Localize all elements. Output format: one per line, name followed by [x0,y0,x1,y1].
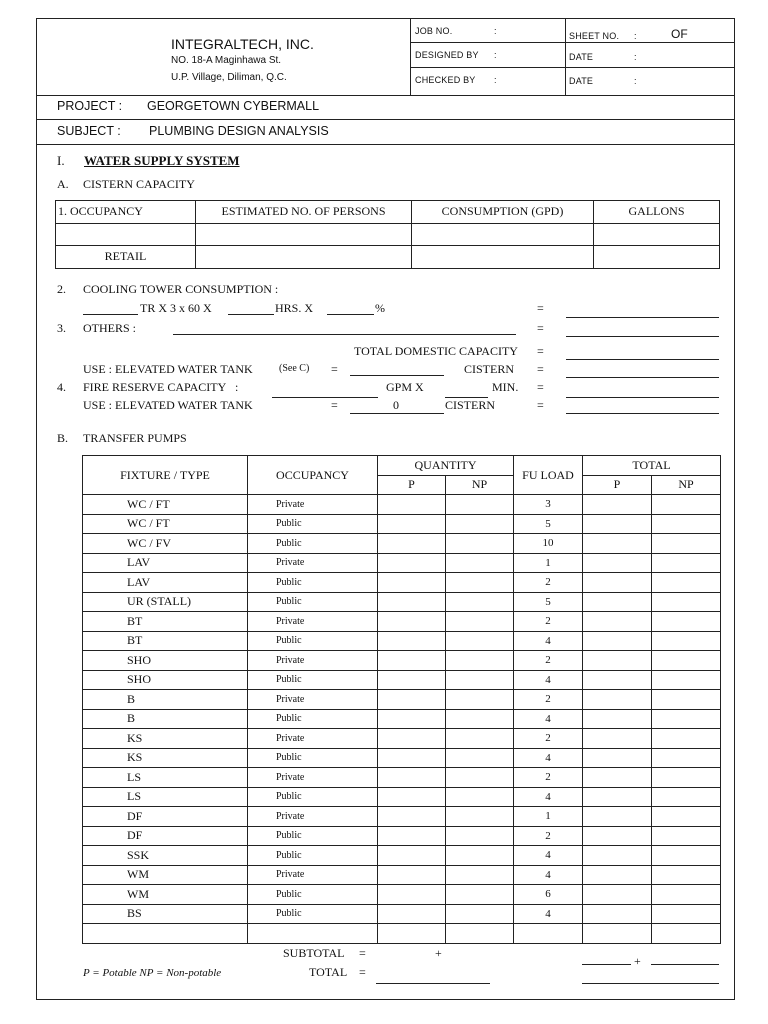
fu-load-cell: 2 [514,768,583,788]
fixture-type-header: FIXTURE / TYPE [83,456,248,495]
fu-load-cell: 2 [514,690,583,710]
total-np-cell [652,826,721,846]
table-row [83,865,721,885]
total-p-cell [583,553,652,573]
table-row [83,631,721,651]
use-elevated-tank-c: USE : ELEVATED WATER TANK [83,362,253,376]
gallons-header: GALLONS [594,201,720,224]
fixture-cell: BT [83,631,248,651]
table-row [83,651,721,671]
fu-load-cell: 4 [514,846,583,866]
item-2-number: 2. [57,282,66,296]
table-row [83,807,721,827]
quantity-p-cell [378,787,446,807]
sheet-no-colon: : [634,31,637,41]
table-row [83,612,721,632]
table-row [83,690,721,710]
total-p-cell [583,748,652,768]
percent-blank [327,314,374,315]
fixture-cell: B [83,709,248,729]
total-np-cell [652,573,721,593]
fixture-cell: WC / FT [83,514,248,534]
total-np-cell [652,885,721,905]
table-row [83,573,721,593]
quantity-p-cell [378,592,446,612]
total-domestic-line [566,359,719,360]
total-np-cell [652,612,721,632]
subtotal-label: SUBTOTAL [283,946,345,960]
fixture-cell: BS [83,904,248,924]
fu-load-cell: 4 [514,865,583,885]
consumption-header: CONSUMPTION (GPD) [412,201,594,224]
table-cell [412,223,594,246]
fu-load-cell: 3 [514,495,583,515]
part-a-title: CISTERN CAPACITY [83,177,195,191]
cooling-equals: = [537,301,544,315]
subtotal-total-plus: + [634,954,641,968]
title-block-divider [565,19,566,95]
quantity-np-cell [446,670,514,690]
cistern-capacity-table [55,200,720,269]
calculation-sheet [36,18,735,1000]
date-label: DATE [569,52,594,62]
fu-load-cell: 2 [514,612,583,632]
quantity-np-cell [446,573,514,593]
table-cell [594,223,720,246]
total-p-cell [583,534,652,554]
fixture-cell: LAV [83,573,248,593]
fu-load-cell: 4 [514,904,583,924]
total-np-cell [652,768,721,788]
quantity-p-cell [378,729,446,749]
total-np-cell [652,807,721,827]
total-p-cell [583,885,652,905]
total-line [376,983,490,984]
total-np-cell [652,553,721,573]
subtotal-np-line [651,964,719,965]
date-colon: : [634,52,637,62]
quantity-np-cell [446,807,514,827]
quantity-header: QUANTITY [378,456,514,476]
cistern-label-2: CISTERN [445,398,496,412]
company-address-line-1: NO. 18-A Maginhawa St. [171,55,282,66]
title-block-rule [410,67,734,68]
fu-load-cell: 2 [514,573,583,593]
fixture-cell: BT [83,612,248,632]
cooling-formula-part-1: TR X 3 x 60 X [140,301,212,315]
fire-equals: = [537,380,544,394]
elevated-tank-equals: = [331,398,338,412]
project-value: GEORGETOWN CYBERMALL [147,99,320,113]
total-np-cell [652,865,721,885]
occupancy-header: 1. OCCUPANCY [56,201,196,224]
quantity-p-cell [378,651,446,671]
cooling-formula-part-2: HRS. X [275,301,314,315]
total-np-cell [652,924,721,944]
quantity-np-cell [446,514,514,534]
occupancy-cell: Public [248,631,378,651]
occupancy-cell: Private [248,768,378,788]
part-a-letter: A. [57,177,69,191]
quantity-p-cell [378,865,446,885]
total-p-cell [583,768,652,788]
quantity-p-cell [378,904,446,924]
total-p-cell [583,729,652,749]
transfer-pumps-body [83,495,721,944]
designed-by-colon: : [494,50,497,60]
occupancy-cell [248,924,378,944]
fu-load-cell [514,924,583,944]
see-c-note: (See C) [279,363,310,374]
company-address-line-2: U.P. Village, Diliman, Q.C. [171,72,287,83]
total-p-cell [583,787,652,807]
table-cell [196,223,412,246]
table-row [56,201,720,224]
tr-blank [83,314,138,315]
total-np-cell [652,690,721,710]
fixture-cell: DF [83,826,248,846]
table-cell [196,246,412,269]
fixture-cell: LAV [83,553,248,573]
quantity-p-cell [378,631,446,651]
total-p-cell [583,924,652,944]
elevated-tank-blank [350,413,444,414]
fu-load-cell: 4 [514,631,583,651]
fu-load-cell: 4 [514,709,583,729]
occupancy-cell: Private [248,495,378,515]
fire-reserve-label: FIRE RESERVE CAPACITY [83,380,227,394]
total-p-cell [583,592,652,612]
table-row [83,787,721,807]
check-date-label: DATE [569,76,594,86]
occupancy-cell: Private [248,612,378,632]
subject-value: PLUMBING DESIGN ANALYSIS [149,124,329,138]
table-row [56,223,720,246]
table-row [83,456,721,476]
fixture-cell: LS [83,768,248,788]
occupancy-cell: Public [248,534,378,554]
total-np-cell [652,534,721,554]
fixture-cell: WM [83,865,248,885]
quantity-np-cell [446,651,514,671]
title-block-rule [410,42,734,43]
title-block-bottom-rule [37,95,734,96]
quantity-p-cell [378,514,446,534]
fu-load-cell: 1 [514,553,583,573]
table-row [83,534,721,554]
total-p-cell [583,904,652,924]
quantity-np-cell [446,924,514,944]
total-np-cell [652,709,721,729]
gpm-label: GPM X [386,380,424,394]
quantity-np-cell [446,592,514,612]
quantity-p-cell [378,709,446,729]
quantity-np-cell [446,787,514,807]
total-np-cell [652,495,721,515]
table-row [56,246,720,269]
hours-blank [228,314,274,315]
quantity-np-cell [446,904,514,924]
table-row [83,729,721,749]
table-cell [594,246,720,269]
table-cell [56,223,196,246]
quantity-np-cell [446,768,514,788]
fire-reserve-blank [272,397,378,398]
total-p-cell [583,826,652,846]
total-np-header: NP [652,475,721,495]
table-row [83,592,721,612]
fixture-cell: LS [83,787,248,807]
quantity-p-cell [378,553,446,573]
total-p-cell [583,573,652,593]
occupancy-cell: Private [248,651,378,671]
elevated-equals: = [331,362,338,376]
elevated-tank-value: 0 [393,398,399,412]
table-row [83,495,721,515]
quantity-p-cell [378,885,446,905]
table-row [83,846,721,866]
cooling-tower-label: COOLING TOWER CONSUMPTION : [83,282,279,296]
quantity-np-cell [446,495,514,515]
legend-note: P = Potable NP = Non-potable [83,967,222,979]
table-row [83,514,721,534]
quantity-p-cell [378,846,446,866]
cistern-label: CISTERN [464,362,515,376]
fu-load-cell: 1 [514,807,583,827]
total-p-cell [583,690,652,710]
part-b-letter: B. [57,431,69,445]
occupancy-cell: Public [248,514,378,534]
fu-load-cell: 6 [514,885,583,905]
total-np-cell [652,670,721,690]
fu-load-cell: 4 [514,670,583,690]
fu-load-cell: 5 [514,592,583,612]
total-label: TOTAL [309,965,348,979]
quantity-np-cell [446,553,514,573]
fixture-cell: SHO [83,651,248,671]
total-np-cell [652,904,721,924]
table-row [83,553,721,573]
occupancy-cell: Public [248,709,378,729]
fu-load-cell: 4 [514,748,583,768]
table-row [83,670,721,690]
total-p-cell [583,807,652,827]
cistern-result-line [566,377,719,378]
table-row [83,885,721,905]
quantity-p-cell [378,495,446,515]
others-equals: = [537,321,544,335]
table-row [83,748,721,768]
fu-load-cell: 10 [514,534,583,554]
quantity-p-header: P [378,475,446,495]
elevated-blank [350,375,444,376]
cistern-result-line-2 [566,413,719,414]
total-domestic-equals: = [537,344,544,358]
fu-load-header: FU LOAD [514,456,583,495]
cistern-equals: = [537,362,544,376]
cooling-formula-part-3: % [375,301,385,315]
section-numeral: I. [57,153,65,168]
occupancy-cell: Public [248,904,378,924]
quantity-np-cell [446,885,514,905]
fixture-cell: DF [83,807,248,827]
occupancy-cell: Public [248,885,378,905]
fixture-cell: B [83,690,248,710]
company-name: INTEGRALTECH, INC. [171,36,314,52]
persons-header: ESTIMATED NO. OF PERSONS [196,201,412,224]
item-4-number: 4. [57,380,66,394]
quantity-np-cell [446,748,514,768]
fixture-cell: SSK [83,846,248,866]
quantity-p-cell [378,534,446,554]
total-equals: = [359,965,366,979]
fixture-cell [83,924,248,944]
occupancy-cell: Private [248,807,378,827]
total-p-cell [583,709,652,729]
others-result-line [566,336,719,337]
occupancy-cell: Private [248,690,378,710]
transfer-pumps-table [82,455,721,944]
fixture-cell: WM [83,885,248,905]
occupancy-cell: Private [248,729,378,749]
sheet-of-label: OF [671,27,688,41]
fu-load-cell: 2 [514,826,583,846]
fu-load-cell: 5 [514,514,583,534]
table-row [83,709,721,729]
quantity-p-cell [378,768,446,788]
sheet-no-label: SHEET NO. [569,31,620,41]
occupancy-cell: Public [248,787,378,807]
total-np-cell [652,846,721,866]
total-p-cell [583,631,652,651]
check-date-colon: : [634,76,637,86]
quantity-np-cell [446,690,514,710]
total-p-cell [583,612,652,632]
quantity-np-cell [446,826,514,846]
quantity-np-cell [446,865,514,885]
subject-label: SUBJECT : [57,124,121,138]
fu-load-cell: 2 [514,651,583,671]
quantity-p-cell [378,690,446,710]
occupancy-cell: Private [248,553,378,573]
use-elevated-tank: USE : ELEVATED WATER TANK [83,398,253,412]
fixture-cell: SHO [83,670,248,690]
quantity-p-cell [378,612,446,632]
occupancy-cell: Private [248,865,378,885]
quantity-np-cell [446,846,514,866]
project-rule [37,119,734,120]
total-p-header: P [583,475,652,495]
quantity-p-cell [378,573,446,593]
total-np-cell [652,631,721,651]
table-row [83,904,721,924]
quantity-p-cell [378,807,446,827]
quantity-np-header: NP [446,475,514,495]
table-row [83,768,721,788]
checked-by-colon: : [494,75,497,85]
total-p-cell [583,846,652,866]
retail-label: RETAIL [56,246,196,269]
subtotal-p-line [582,964,631,965]
min-label: MIN. [492,380,519,394]
occupancy-cell: Public [248,846,378,866]
others-blank [173,334,516,335]
part-b-title: TRANSFER PUMPS [83,431,187,445]
occupancy-cell: Public [248,573,378,593]
grand-total-line [582,983,719,984]
fire-reserve-colon: : [235,380,239,394]
total-p-cell [583,865,652,885]
quantity-np-cell [446,631,514,651]
total-p-cell [583,495,652,515]
fixture-cell: WC / FT [83,495,248,515]
job-no-colon: : [494,26,497,36]
cooling-result-line [566,317,719,318]
subtotal-plus: + [435,946,442,960]
section-title: WATER SUPPLY SYSTEM [84,153,240,168]
cistern-equals-2: = [537,398,544,412]
total-domestic-label: TOTAL DOMESTIC CAPACITY [354,344,518,358]
fixture-cell: KS [83,729,248,749]
subject-rule [37,144,734,145]
item-3-number: 3. [57,321,66,335]
quantity-p-cell [378,748,446,768]
table-row [83,924,721,944]
fu-load-cell: 4 [514,787,583,807]
total-np-cell [652,748,721,768]
quantity-np-cell [446,729,514,749]
quantity-np-cell [446,534,514,554]
project-label: PROJECT : [57,99,123,113]
designed-by-label: DESIGNED BY [415,50,479,60]
total-np-cell [652,787,721,807]
occupancy-cell: Public [248,592,378,612]
total-p-cell [583,651,652,671]
occupancy-cell: Public [248,670,378,690]
others-label: OTHERS : [83,321,137,335]
fixture-cell: KS [83,748,248,768]
total-np-cell [652,514,721,534]
fixture-cell: WC / FV [83,534,248,554]
total-np-cell [652,729,721,749]
total-p-cell [583,670,652,690]
total-np-cell [652,592,721,612]
table-cell [412,246,594,269]
total-np-cell [652,651,721,671]
fu-load-cell: 2 [514,729,583,749]
quantity-np-cell [446,612,514,632]
quantity-p-cell [378,670,446,690]
occupancy-cell: Public [248,826,378,846]
quantity-p-cell [378,924,446,944]
total-header: TOTAL [583,456,721,476]
occupancy-cell: Public [248,748,378,768]
subtotal-equals: = [359,946,366,960]
quantity-np-cell [446,709,514,729]
total-p-cell [583,514,652,534]
fire-result-line [566,397,719,398]
title-block-divider [410,19,411,95]
job-no-label: JOB NO. [415,26,453,36]
table-row [83,826,721,846]
occupancy-header: OCCUPANCY [248,456,378,495]
checked-by-label: CHECKED BY [415,75,476,85]
quantity-p-cell [378,826,446,846]
fixture-cell: UR (STALL) [83,592,248,612]
